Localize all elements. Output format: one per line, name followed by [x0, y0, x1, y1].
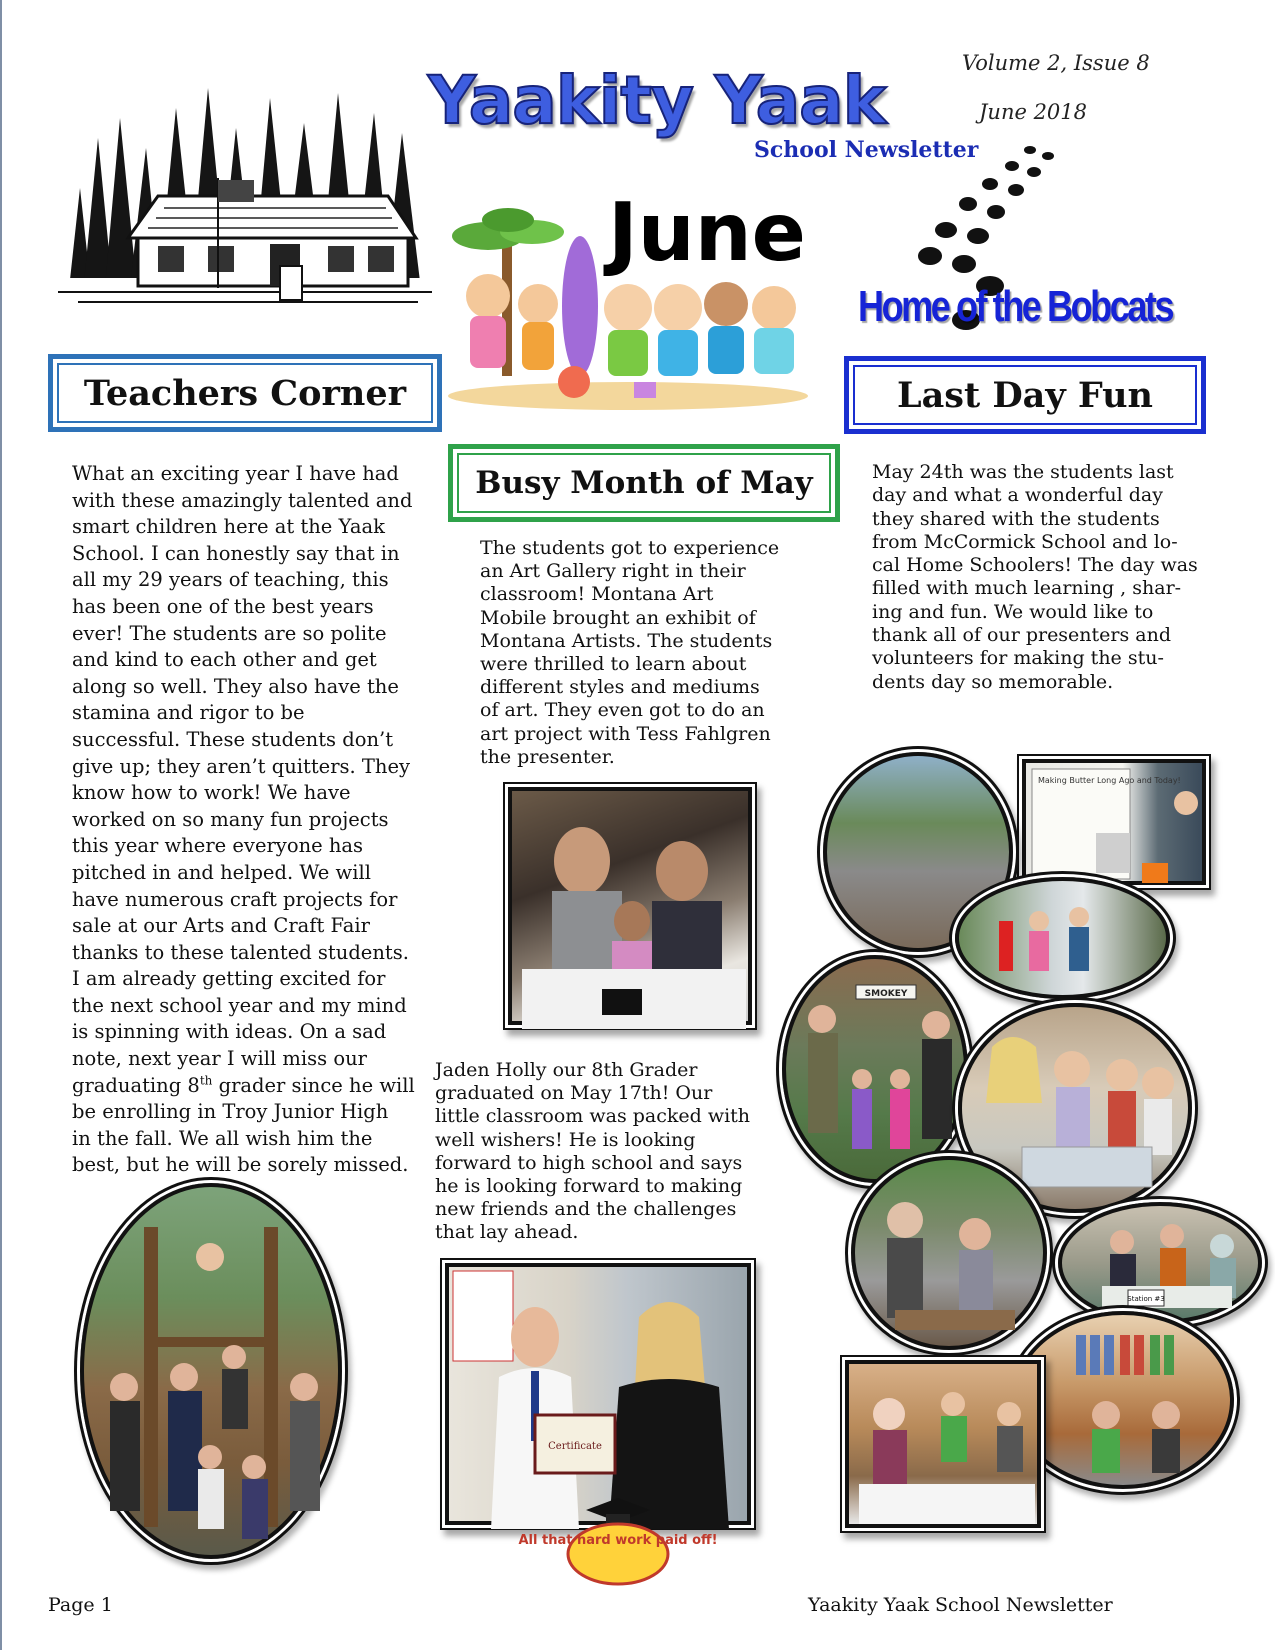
teachers-corner-article [72, 461, 432, 1179]
graduation-article: Jaden Holly our 8th Grader graduated on May 17th! Our little classroom was packed with well wishers! He is looking forward to high school and says he is looking forward to making new friends and the challenges that lay ahead. [435, 1059, 751, 1244]
newsletter-subtitle: School Newsletter [754, 137, 979, 163]
station-table-photo-oval [1058, 1202, 1262, 1324]
smokey-bear-photo-oval [782, 955, 968, 1183]
last-day-fun-heading-box [844, 356, 1206, 434]
page-edge-line [0, 0, 2, 1650]
graduation-photo [445, 1263, 751, 1525]
ordinal-suffix: th [199, 1073, 213, 1088]
smokey-sign-text: SMOKEY [864, 989, 908, 999]
busy-month-heading: Busy Month of May [457, 453, 831, 513]
butter-making-photo [1022, 759, 1206, 885]
teachers-corner-heading: Teachers Corner [57, 363, 433, 423]
schoolhouse-sketch-illustration [58, 78, 432, 330]
fire-extinguisher-photo-oval [955, 877, 1170, 999]
svg-text:All that hard work paid off! [518, 1533, 717, 1548]
page-number: Page 1 [48, 1594, 113, 1616]
craft-table-photo [845, 1360, 1041, 1528]
busy-month-heading-box [448, 444, 840, 522]
teachers-corner-heading-box [48, 354, 442, 432]
badge-text: All that hard work paid off! [518, 1533, 718, 1548]
certificate-text: Certificate [548, 1441, 602, 1452]
library-photo-oval [1012, 1311, 1234, 1489]
teachers-corner-text-a: What an exciting year I have had with these amazingly talented and smart children here at the Yaak School. I can honestly say that in all my 29 years of teaching, this has been one of the best years ever! The students are so polite and kind to each other and get along so well. They also have the stamina and rigor to be successful. These students don’t give up; they aren’t quitters. They know how to work! We have worked on so many fun projects this year where everyone has pitched in and helped. We will have numerous craft projects for sale at our Arts and Craft Fair thanks to these talented students. I am already getting excited for the next school year and my mind is spinning with ideas. On a sad note, next year I will miss our graduating 8 [72, 462, 413, 1097]
footer-publication-name: Yaakity Yaak School Newsletter [808, 1594, 1113, 1616]
issue-date: June 2018 [979, 100, 1088, 124]
group-photo-oval [80, 1183, 342, 1559]
graduation-badge-clipart [518, 1496, 718, 1588]
june-beach-kids-clipart [448, 186, 818, 408]
newsletter-title: Yaakity Yaak [428, 62, 886, 139]
teachers-corner-text-b: grader since he will be enrolling in Troy Junior High in the fall. We all wish him the best, but he will be sorely missed. [72, 1073, 415, 1177]
art-gallery-photo [508, 787, 752, 1025]
june-clipart-word: June [608, 186, 806, 279]
volume-issue: Volume 2, Issue 8 [962, 51, 1150, 75]
last-day-article: May 24th was the students last day and what a wonderful day they shared with the students from McCormick School and lo- cal Home Schoolers! The day was filled with much learning , shar- ing and fun. We would like to thank all of our presenters and volunteers for making the stu- dents day so memorable. [872, 461, 1198, 693]
last-day-fun-heading: Last Day Fun [853, 365, 1197, 425]
station-sign-text: Station #3 [1127, 1295, 1165, 1303]
home-of-the-bobcats-tagline: Home of the Bobcats [858, 282, 1173, 331]
poster-title-text: Making Butter Long Ago and Today! [1038, 776, 1181, 785]
busy-month-article: The students got to experience an Art Gallery right in their classroom! Montana Art Mobile brought an exhibit of Montana Artists. The students were thrilled to learn about different styles and mediums of art. They even got to do an art project with Tess Fahlgren the presenter. [480, 537, 780, 768]
